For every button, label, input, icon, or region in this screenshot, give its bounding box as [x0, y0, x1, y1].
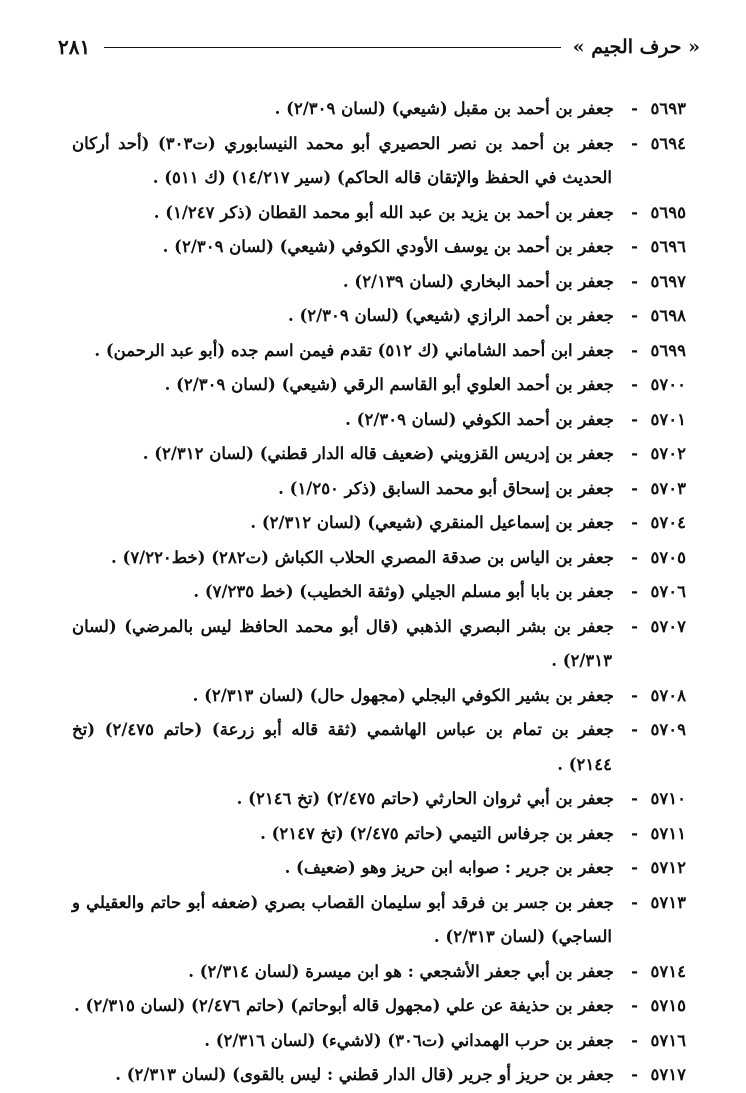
- entry-text: جعفر بن أحمد بن يزيد بن عبد الله أبو محمد القطان (ذكر ١/٢٤٧) .: [153, 202, 614, 222]
- entry-number: ٥٧٠١: [650, 409, 686, 429]
- entry-number: ٥٦٩٣: [650, 99, 686, 118]
- entry-item: [72, 127, 686, 196]
- entry-dash: -: [631, 306, 638, 325]
- entry-number: ٥٧١٥: [650, 996, 686, 1015]
- entry-number: ٥٧١٦: [650, 1030, 686, 1050]
- entry-item: [72, 92, 686, 127]
- entry-dash: -: [631, 237, 638, 256]
- entry-item: [72, 299, 686, 334]
- entry-item: [72, 506, 686, 541]
- entry-dash: -: [631, 513, 638, 532]
- entry-dash: -: [631, 858, 638, 877]
- entry-text: جعفر بن بشر البصري الذهبي (قال أبو محمد الحافظ ليس بالمرضي) (لسان ٢/٣١٣) .: [72, 616, 614, 670]
- entry-number: ٥٧٠٩: [650, 720, 686, 739]
- entry-text: جعفر ابن أحمد الشاماني (ك ٥١٢) تقدم فيمن اسم جده (أبو عبد الرحمن) .: [94, 340, 614, 360]
- entry-item: [72, 437, 686, 472]
- entry-item: [72, 713, 686, 782]
- page-header: [58, 30, 700, 64]
- entry-number: ٥٦٩٩: [650, 340, 686, 360]
- entry-number: ٥٧١٢: [650, 858, 686, 877]
- entry-number: ٥٧٠٥: [650, 547, 686, 567]
- header-rule: [104, 47, 561, 48]
- entry-dash: -: [631, 616, 638, 636]
- entry-dash: -: [631, 1065, 638, 1084]
- entry-text: جعفر بن أبي ثروان الحارثي (حاتم ٢/٤٧٥) (تخ ٢١٤٦) .: [236, 789, 614, 808]
- entry-number: ٥٧٠٧: [650, 616, 686, 636]
- entry-dash: -: [631, 375, 638, 394]
- entry-dash: -: [631, 271, 638, 291]
- entry-text: جعفر بن الياس بن صدقة المصري الحلاب الكباش (ت٢٨٢) (خط٧/٢٢٠) .: [111, 547, 614, 567]
- entry-number: ٥٧١٠: [650, 789, 686, 808]
- entry-number: ٥٦٩٨: [650, 306, 686, 325]
- entry-number: ٥٧٠٤: [650, 513, 686, 532]
- entry-number: ٥٦٩٥: [650, 202, 686, 222]
- running-title: « حرف الجيم »: [572, 36, 700, 58]
- entry-dash: -: [631, 961, 638, 981]
- entry-dash: -: [631, 99, 638, 118]
- entry-text: جعفر بن أحمد بن نصر الحصيري أبو محمد النيسابوري (ت٣٠٣) (أحد أركان الحديث في الحفظ والإتقان قاله الحاكم) (سير ١٤/٢١٧) (ك ٥١١) .: [72, 133, 615, 187]
- entry-item: [72, 472, 686, 507]
- entry-dash: -: [631, 340, 638, 360]
- entry-item: [72, 1024, 686, 1059]
- entry-item: [72, 679, 686, 714]
- entry-item: [72, 334, 686, 369]
- entry-dash: -: [631, 823, 638, 843]
- entry-text: جعفر بن أحمد الكوفي (لسان ٢/٣٠٩) .: [345, 409, 614, 429]
- entry-dash: -: [631, 409, 638, 429]
- entry-dash: -: [631, 444, 638, 463]
- entry-item: [72, 955, 686, 990]
- entry-number: ٥٧٠٢: [650, 444, 686, 463]
- entry-item: [72, 989, 686, 1024]
- entry-number: ٥٧٠٣: [650, 478, 686, 498]
- entry-text: جعفر بن تمام بن عباس الهاشمي (ثقة قاله أبو زرعة) (حاتم ٢/٤٧٥) (تخ ٢١٤٤) .: [72, 720, 614, 774]
- entry-text: جعفر بن أحمد الرازي (شيعي) (لسان ٢/٣٠٩) .: [287, 306, 614, 325]
- entry-dash: -: [631, 133, 639, 153]
- entry-dash: -: [631, 685, 638, 705]
- entry-item: [72, 196, 686, 231]
- entry-item: [72, 1058, 686, 1093]
- entry-item: [72, 403, 686, 438]
- entry-item: [72, 575, 686, 610]
- entry-number: ٥٧١١: [650, 823, 686, 843]
- entry-list: [72, 92, 686, 1093]
- entry-text: جعفر بن إدريس القزويني (ضعيف قاله الدار قطني) (لسان ٢/٣١٢) .: [142, 444, 614, 463]
- entry-item: [72, 886, 686, 955]
- entry-item: [72, 851, 686, 886]
- entry-text: جعفر بن جرفاس التيمي (حاتم ٢/٤٧٥) (تخ ٢١٤٧) .: [260, 823, 614, 843]
- entry-text: جعفر بن أحمد العلوي أبو القاسم الرقي (شيعي) (لسان ٢/٣٠٩) .: [164, 375, 614, 394]
- entry-item: [72, 782, 686, 817]
- entry-text: جعفر بن حذيفة عن علي (مجهول قاله أبوحاتم) (حاتم ٢/٤٧٦) (لسان ٢/٣١٥) .: [74, 996, 614, 1015]
- entry-item: [72, 230, 686, 265]
- entry-item: [72, 817, 686, 852]
- entry-number: ٥٧٠٦: [650, 582, 686, 601]
- entry-number: ٥٧٠٨: [650, 685, 686, 705]
- entry-number: ٥٦٩٦: [650, 237, 686, 256]
- entry-dash: -: [631, 547, 638, 567]
- entry-dash: -: [631, 789, 638, 808]
- entry-number: ٥٦٩٤: [650, 133, 687, 153]
- entry-dash: -: [631, 720, 638, 739]
- entry-dash: -: [631, 892, 638, 912]
- entry-item: [72, 610, 686, 679]
- entry-text: جعفر بن حريز أو جرير (قال الدار قطني : ليس بالقوى) (لسان ٢/٣١٣) .: [115, 1065, 614, 1084]
- entry-dash: -: [631, 478, 638, 498]
- entry-text: جعفر بن إسحاق أبو محمد السابق (ذكر ١/٢٥٠) .: [278, 478, 614, 498]
- entry-dash: -: [631, 1030, 638, 1050]
- entry-item: [72, 368, 686, 403]
- entry-number: ٥٧١٣: [650, 892, 686, 912]
- entry-text: جعفر بن أبي جعفر الأشجعي : هو ابن ميسرة (لسان ٢/٣١٤) .: [188, 961, 614, 981]
- entry-text: جعفر بن أحمد بن يوسف الأودي الكوفي (شيعي) (لسان ٢/٣٠٩) .: [162, 237, 614, 256]
- entry-number: ٥٦٩٧: [650, 271, 686, 291]
- entry-number: ٥٧١٤: [650, 961, 686, 981]
- entry-text: جعفر بن جرير : صوابه ابن حريز وهو (ضعيف) .: [284, 858, 614, 877]
- entry-text: جعفر بن حرب الهمداني (ت٣٠٦) (لاشيء) (لسان ٢/٣١٦) .: [204, 1030, 614, 1050]
- entry-number: ٥٧١٧: [650, 1065, 686, 1084]
- entry-text: جعفر بن أحمد بن مقبل (شيعي) (لسان ٢/٣٠٩) .: [274, 99, 614, 118]
- entry-text: جعفر بن بابا أبو مسلم الجيلي (وثقة الخطيب) (خط ٧/٢٣٥) .: [193, 582, 614, 601]
- entry-text: جعفر بن إسماعيل المنقري (شيعي) (لسان ٢/٣١٢) .: [250, 513, 614, 532]
- page-number: ٢٨١: [58, 35, 91, 59]
- entry-dash: -: [631, 582, 638, 601]
- entry-text: جعفر بن جسر بن فرقد أبو سليمان القصاب بصري (ضعفه أبو حاتم والعقيلي و الساجي) (لسان ٢/٣١٣) .: [72, 892, 614, 946]
- entry-dash: -: [631, 202, 638, 222]
- entry-item: [72, 265, 686, 300]
- entry-dash: -: [631, 996, 638, 1015]
- entry-number: ٥٧٠٠: [650, 375, 686, 394]
- entry-text: جعفر بن بشير الكوفي البجلي (مجهول حال) (لسان ٢/٣١٣) .: [192, 685, 614, 705]
- entry-text: جعفر بن أحمد البخاري (لسان ٢/١٣٩) .: [342, 271, 614, 291]
- entry-item: [72, 541, 686, 576]
